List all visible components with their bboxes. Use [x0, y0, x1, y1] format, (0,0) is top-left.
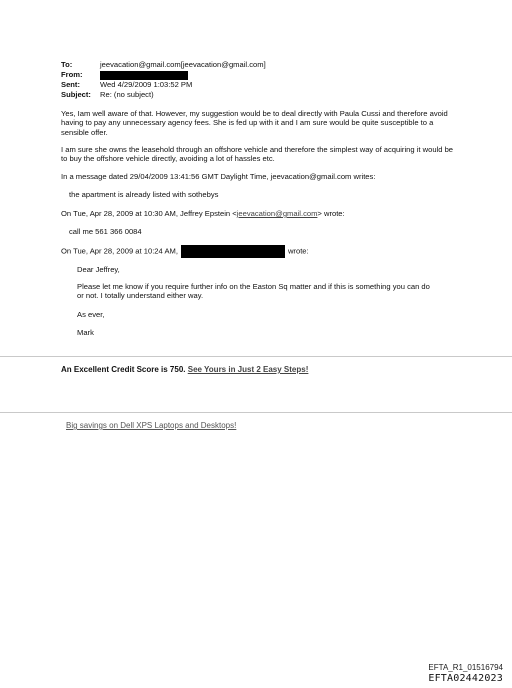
promo-text: An Excellent Credit Score is 750.	[61, 365, 186, 374]
email-header	[61, 60, 266, 100]
message-paragraph: Please let me know if you require further info on the Easton Sq matter and if this is something you can do or not. I totally understand either way.	[77, 282, 430, 301]
sender-redaction	[181, 245, 285, 258]
attribution-text: On Tue, Apr 28, 2009 at 10:30 AM, Jeffrey Epstein <	[61, 209, 237, 218]
signature: Mark	[77, 328, 94, 337]
attribution-text-2: On Tue, Apr 28, 2009 at 10:24 AM,	[61, 246, 178, 256]
from-label: From:	[61, 70, 83, 79]
to-label: To:	[61, 60, 73, 69]
to-value: jeevacation@gmail.com[jeevacation@gmail.com]	[100, 60, 266, 69]
divider-2	[0, 412, 512, 413]
ad-link[interactable]: Big savings on Dell XPS Laptops and Desktops!	[66, 421, 237, 430]
attribution-wrote: > wrote:	[317, 209, 345, 218]
subject-value: Re: (no subject)	[100, 90, 154, 99]
body-paragraph-1: Yes, Iam well aware of that. However, my suggestion would be to deal directly with Paula Cussi and therefore avoid having to pay any unnecessary agency fees. She is fed up with it and I am sure would be quite susceptible to a sensible offer.	[61, 109, 448, 137]
quote-intro: In a message dated 29/04/2009 13:41:56 GMT Daylight Time, jeevacation@gmail.com writes:	[61, 172, 376, 181]
email-link[interactable]: jeevacation@gmail.com	[236, 209, 318, 218]
subject-label: Subject:	[61, 90, 91, 99]
quoted-line: the apartment is already listed with sothebys	[69, 190, 219, 199]
promo-link[interactable]: See Yours in Just 2 Easy Steps!	[187, 365, 309, 374]
call-line: call me 561 366 0084	[69, 227, 142, 236]
subject-row	[61, 90, 266, 100]
quote-attribution-2	[61, 245, 461, 258]
quote-attribution-1	[61, 209, 461, 218]
body-paragraph-2: I am sure she owns the leasehold through an offshore vehicle and therefore the simplest way of acquiring it would be to buy the offshore vehicle directly, avoiding a lot of hassles etc.	[61, 145, 454, 164]
bates-number-1: EFTA_R1_01516794	[428, 663, 503, 672]
sent-row	[61, 80, 266, 90]
attribution-wrote-2: wrote:	[287, 246, 309, 256]
closing: As ever,	[77, 310, 105, 319]
divider	[0, 356, 512, 357]
promo-line	[61, 365, 308, 375]
from-row	[61, 70, 266, 80]
sent-label: Sent:	[61, 80, 80, 89]
bates-number-2: EFTA02442023	[428, 673, 503, 684]
from-redaction	[100, 71, 188, 80]
sent-value: Wed 4/29/2009 1:03:52 PM	[100, 80, 193, 89]
to-row	[61, 60, 266, 70]
salutation: Dear Jeffrey,	[77, 265, 120, 274]
